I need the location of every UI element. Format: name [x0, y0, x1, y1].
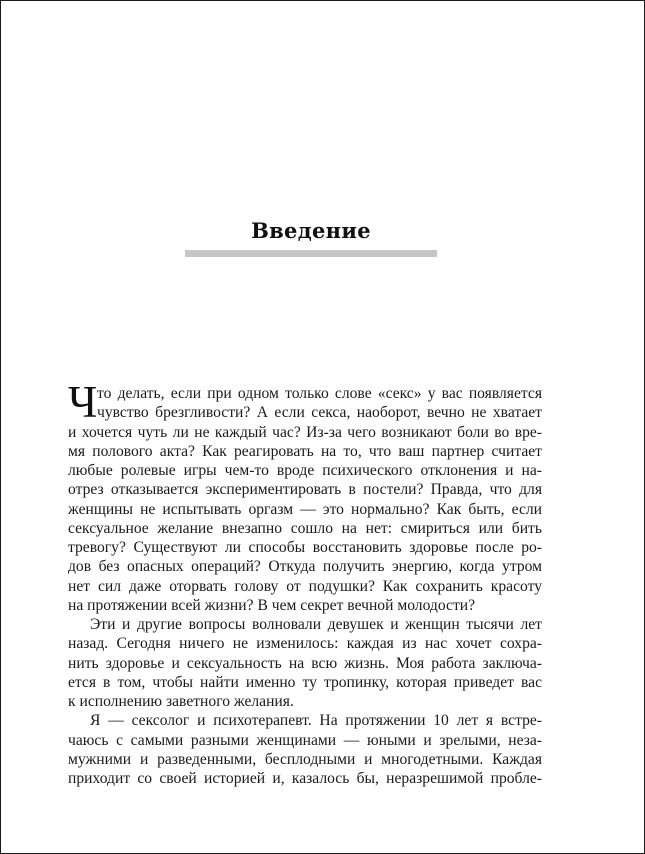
text-line: дов без опасных операций? Откуда получить энергию, когда утром [68, 558, 542, 576]
text-line: Я — сексолог и психотерапевт. На протяжении 10 лет я встре- [90, 712, 542, 730]
text-line: назад. Сегодня ничего не изменилось: каждая из нас хочет сохра- [68, 635, 542, 653]
text-line: то делать, если при одном только слове «секс» у вас появляется [97, 385, 542, 402]
chapter-title: Введение [251, 218, 371, 243]
text-line: ется в том, чтобы найти именно ту тропинку, которая приведет вас [68, 673, 542, 691]
drop-cap: Ч [68, 377, 98, 427]
text-line: и хочется чуть ли не каждый час? Из-за чего возникают боли во вре- [68, 423, 542, 441]
text-line: на протяжении всей жизни? В чем секрет вечной молодости? [68, 596, 476, 614]
text-line: сексуальное желание внезапно сошло на нет: смириться или бить [68, 519, 542, 537]
text-line: отрез отказывается экспериментировать в постели? Правда, что для [68, 481, 542, 499]
text-line: мя полового акта? Как реагировать на то, что ваш партнер считает [68, 442, 542, 460]
text-line: женщины не испытывать оргазм — это нормально? Как быть, если [68, 500, 542, 518]
text-line: Эти и другие вопросы волновали девушек и женщин тысячи лет [90, 616, 542, 633]
text-line: нить здоровье и сексуальность на всю жизнь. Моя работа заключа- [68, 654, 542, 672]
title-underline [185, 250, 437, 257]
text-line: к исполнению заветного желания. [68, 693, 294, 710]
text-line: тревогу? Существуют ли способы восстановить здоровье после ро- [68, 539, 542, 556]
text-line: мужними и разведенными, бесплодными и многодетными. Каждая [68, 750, 542, 768]
text-line: любые ролевые игры чем-то вроде психического отклонения и на- [68, 462, 542, 479]
body-text [68, 377, 542, 788]
text-line: нет сил даже оторвать голову от подушки? Как сохранить красоту [68, 577, 542, 595]
text-line: приходит со своей историей и, казалось бы, неразрешимой пробле- [68, 770, 542, 787]
text-line: чаюсь с самыми разными женщинами — юными и зрелыми, неза- [68, 731, 542, 749]
text-line: чувство брезгливости? А если секса, наоборот, вечно не хватает [97, 404, 542, 422]
